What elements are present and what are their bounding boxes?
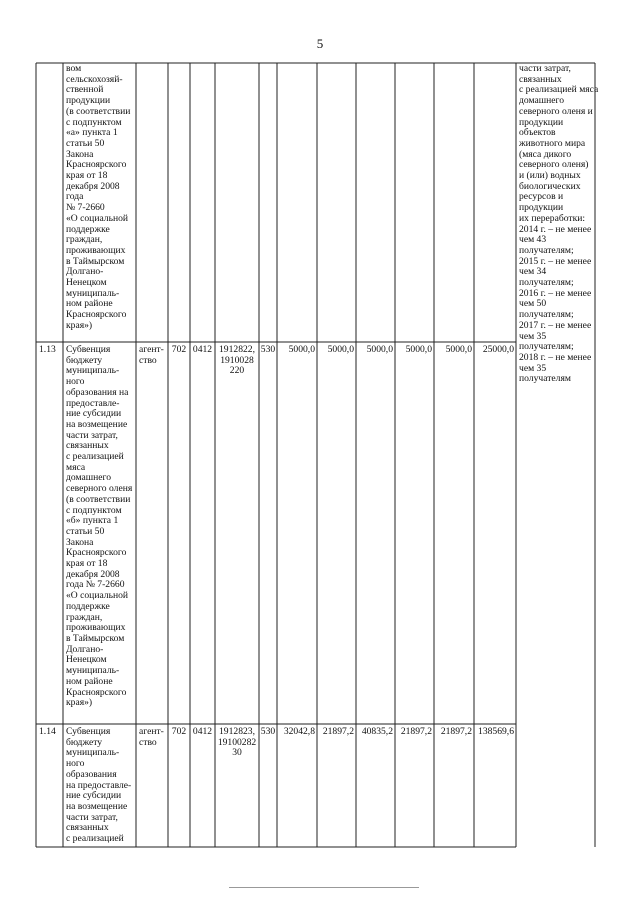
row-2014: 5000,0 (288, 344, 315, 355)
row-agency: агент- ство (139, 726, 164, 748)
footer-divider (229, 887, 419, 888)
row-rzpr: 0412 (192, 726, 213, 737)
row-vr: 530 (260, 344, 276, 355)
row-2015: 5000,0 (327, 344, 354, 355)
page-number: 5 (316, 36, 324, 51)
row-2015: 21897,2 (322, 726, 354, 737)
row-number: 1.14 (39, 726, 56, 737)
row-2017: 21897,2 (400, 726, 432, 737)
row-2018: 5000,0 (445, 344, 472, 355)
row-2018: 21897,2 (440, 726, 472, 737)
row-description: Субвенция бюджету муниципаль- ного образования на предоставле- ние субсидии на возмещение части затрат, связанных с реализацией мяса домашнего северного оленя (в соответствии с подпунктом «б» пункта 1 статьи 50 Закона Красноярского края от 18 декабря 2008 года № 7-2660 «О социальной поддержке граждан, проживающих в Таймырском Долгано- Ненецком муниципаль- ном районе Красноярского края») (66, 344, 133, 709)
row-csr: 1912822, 1910028 220 (219, 344, 255, 377)
row-2014: 32042,8 (283, 726, 315, 737)
row-rzpr: 0412 (192, 344, 213, 355)
continued-description: вом сельскохозяй- ственной продукции (в соответствии с подпунктом «а» пункта 1 статьи 50 Закона Красноярского края от 18 декабря 2008 года № 7-2660 «О социальной поддержке граждан, проживающих в Таймырском Долгано- Ненецком муниципаль- ном районе Красноярского края») (66, 63, 131, 331)
row-agency: агент- ство (139, 344, 164, 366)
row-2017: 5000,0 (405, 344, 432, 355)
row-vr: 530 (260, 726, 276, 737)
row-2016: 5000,0 (366, 344, 393, 355)
row-grbs: 702 (171, 726, 187, 737)
row-csr: 1912823, 19100282 30 (217, 726, 257, 759)
row-total: 138569,6 (478, 726, 514, 737)
row-grbs: 702 (171, 344, 187, 355)
row-2016: 40835,2 (361, 726, 393, 737)
row-total: 25000,0 (482, 344, 514, 355)
row-description: Субвенция бюджету муниципаль- ного образования на предоставле- ние субсидии на возмещение части затрат, связанных с реализацией (66, 726, 132, 845)
row-number: 1.13 (39, 344, 56, 355)
indicator-text: части затрат, связанных с реализацией мяса домашнего северного оленя и продукции объектов животного мира (мяса дикого северного оленя) и (или) водных биологических ресурсов и продукции их переработки: 2014 г. – не менее чем 43 получателям; 2015 г. – не менее чем 34 получателям; 2016 г. – не менее чем 50 получателям; 2017 г. – не менее чем 35 получателям; 2018 г. – не менее чем 35 получателям (519, 63, 599, 385)
